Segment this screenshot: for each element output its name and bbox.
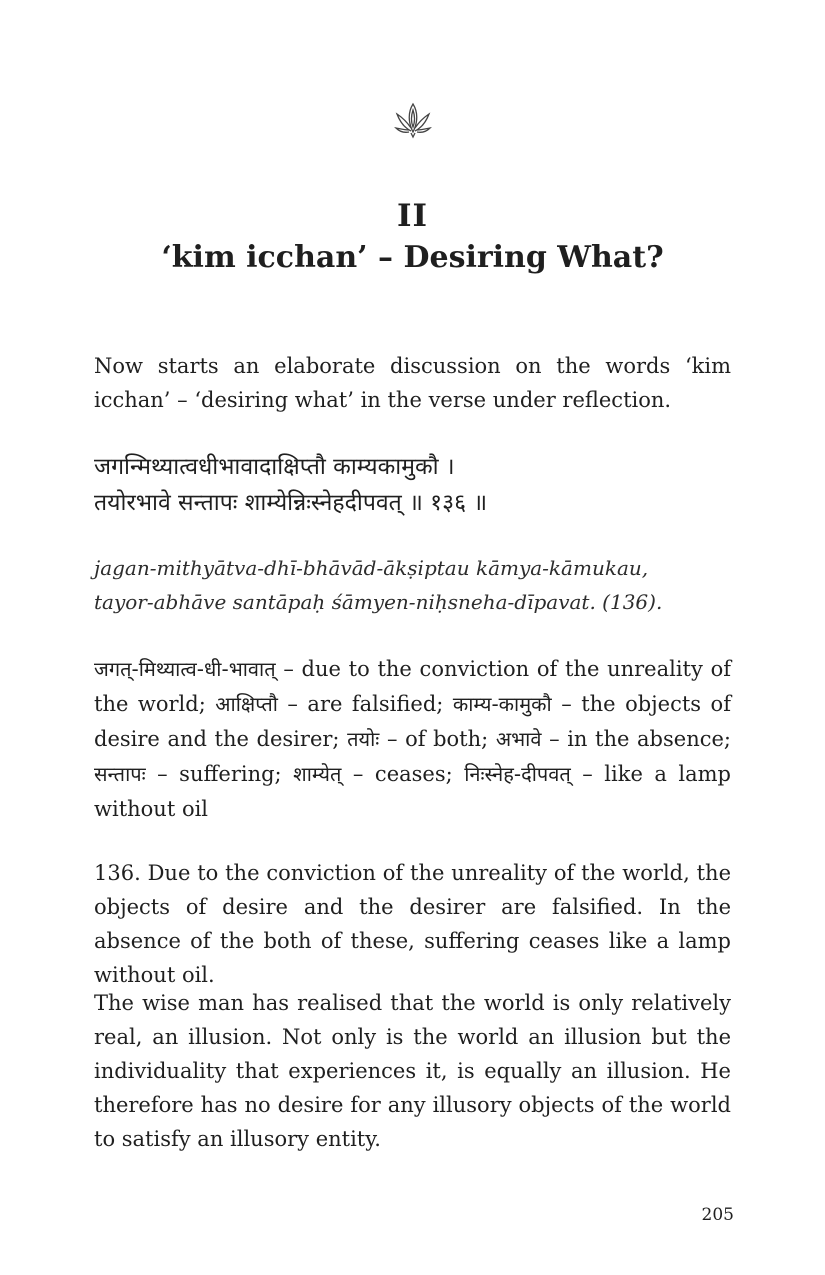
gloss-term: तयोः: [347, 727, 380, 751]
chapter-title: ‘kim icchan’ – Desiring What?: [161, 240, 664, 275]
chapter-number: II: [396, 198, 428, 234]
commentary-paragraph: The wise man has realised that the world is only relatively real, an illusion. Not only is the world an illusion but the individuality that experiences it, is equally an illusion. He therefore has no desire for any illusory objects of the world to satisfy an illusory entity.: [94, 991, 731, 1151]
transliteration-line-2: tayor-abhāve santāpaḥ śāmyen-niḥsneha-dīpavat. (136).: [94, 590, 663, 614]
gloss-term: निःस्नेह-दीपवत्: [464, 762, 571, 786]
page-number: 205: [701, 1205, 734, 1225]
transliteration-line-1: jagan-mithyātva-dhī-bhāvād-ākṣiptau kāmya-kāmukau,: [94, 556, 649, 580]
gloss-term: काम्य-कामुकौ: [452, 692, 552, 716]
gloss-meaning: – the objects of desire and the desirer;: [94, 692, 731, 751]
gloss-term: अभावे: [495, 727, 542, 751]
intro-paragraph: Now starts an elaborate discussion on the words ‘kim icchan’ – ‘desiring what’ in the verse under reflection.: [94, 354, 731, 412]
transliteration: [94, 551, 734, 619]
gloss-meaning: – of both;: [379, 727, 496, 751]
word-glossary: [94, 652, 731, 827]
gloss-meaning: – suffering;: [145, 762, 294, 786]
lotus-ornament-icon: [394, 100, 432, 140]
gloss-term: सन्तापः: [94, 762, 146, 786]
verse-translation: 136. Due to the conviction of the unreality of the world, the objects of desire and the desirer are falsified. In the absence of the both of these, suffering ceases like a lamp without oil.: [94, 861, 731, 987]
gloss-term: जगत्-मिथ्यात्व-धी-भावात्: [94, 657, 276, 681]
gloss-term: शाम्येत्: [293, 762, 342, 786]
gloss-meaning: – ceases;: [341, 762, 465, 786]
verse-line-1: जगन्मिथ्यात्वधीभावादाक्षिप्तौ काम्यकामुकौ ।: [94, 454, 455, 480]
gloss-meaning: – in the absence;: [541, 727, 731, 751]
gloss-meaning: – are falsified;: [277, 692, 453, 716]
verse-line-2: तयोरभावे सन्तापः शाम्येन्निःस्नेहदीपवत् ॥ १३६ ॥: [94, 490, 488, 516]
gloss-meaning: – like a lamp without oil: [94, 762, 731, 821]
sanskrit-verse: [94, 449, 734, 521]
gloss-term: आक्षिप्तौ: [215, 692, 278, 716]
gloss-meaning: – due to the conviction of the unreality of the world;: [94, 657, 731, 716]
